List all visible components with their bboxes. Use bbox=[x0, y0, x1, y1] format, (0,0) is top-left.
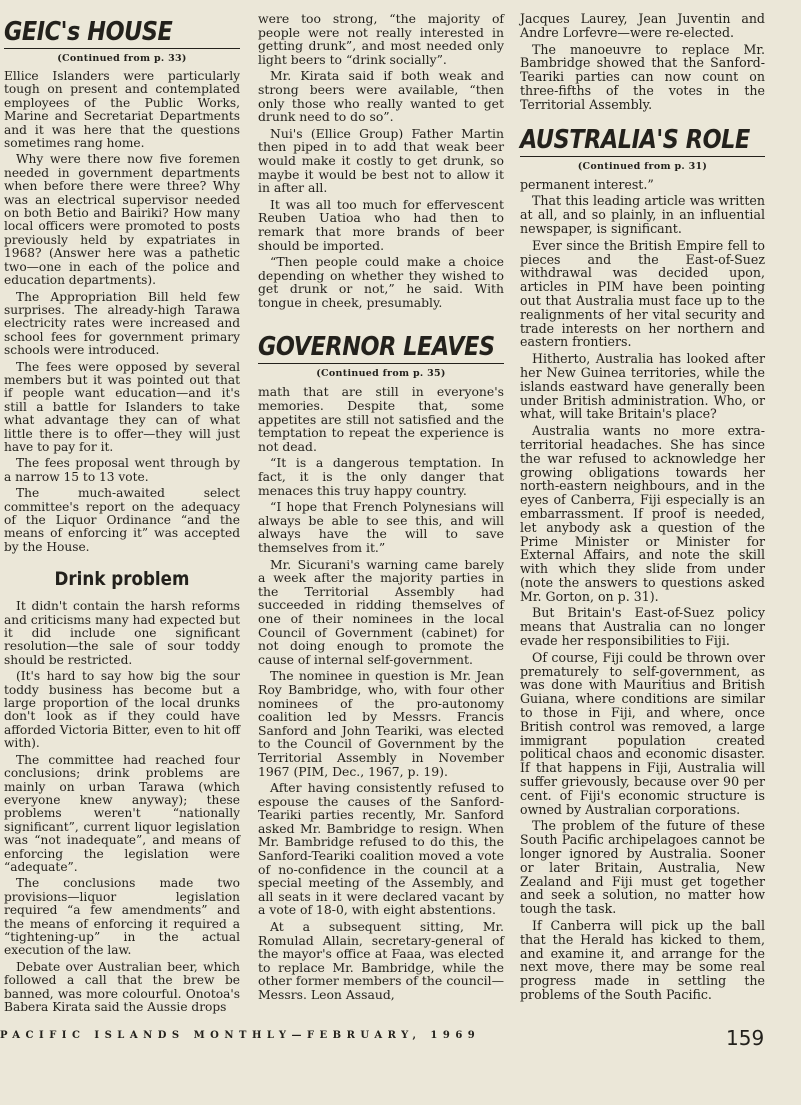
column-3 bbox=[520, 12, 765, 1005]
paragraph: Mr. Sicurani's warning came barely a week after the majority parties in the Territorial Assembly had succeeded in ridding themselves of one of their nominees in the local Council of Government (cabinet) for not doing enough to promote the cause of internal self-government. bbox=[258, 556, 504, 667]
paragraph: Hitherto, Australia has looked after her New Guinea territories, while the islands eastward have generally been under British administration. Who, or what, will take Britain's place? bbox=[520, 351, 765, 422]
paragraph: Ever since the British Empire fell to pieces and the East-of-Suez withdrawal was decided upon, articles in PIM have been pointing out that Australia must face up to the realignments of her vital security and trade interests on her northern and eastern frontiers. bbox=[520, 237, 765, 350]
paragraph: Why were there now five foremen needed in government departments when before there were three? Why was an electrical supervisor needed on both Betio and Bairiki? How many local officers were promoted to posts previously held by expatriates in 1968? (Answer here was a pathetic two—one in each of the police and education departments). bbox=[4, 152, 240, 288]
paragraph: Jacques Laurey, Jean Juventin and Andre Lorfevre—were re-elected. bbox=[520, 11, 765, 40]
column-2 bbox=[258, 12, 504, 1005]
continued-note: (Continued from p. 33) bbox=[57, 53, 187, 64]
paragraph: were too strong, “the majority of people were not really interested in getting drunk”, and most needed only light beers to “drink socially”. bbox=[258, 11, 504, 67]
paragraph: The Appropriation Bill held few surprises. The already-high Tarawa electricity rates were increased and school fees for government primary schools were introduced. bbox=[4, 289, 240, 358]
paragraph: It didn't contain the harsh reforms and criticisms many had expected but it did include one significant resolution—the sale of sour toddy should be restricted. bbox=[4, 599, 240, 667]
paragraph: Nui's (Ellice Group) Father Martin then piped in to add that weak beer would make it costly to get drunk, so maybe it would be best not to allow it in after all. bbox=[258, 125, 504, 196]
paragraph: After having consistently refused to espouse the causes of the Sanford-Teariki parties recently, Mr. Sanford asked Mr. Bambridge to resign. When Mr. Bambridge refused to do this, the Sanford-Teariki coalition moved a vote of no-confidence in the council at a special meeting of the Assembly, and all seats in it were declared vacant by a vote of 18-0, with eight abstentions. bbox=[258, 780, 504, 918]
headline-rule bbox=[4, 48, 240, 49]
paragraph: math that are still in everyone's memories. Despite that, some appetites are still not satisfied and the temptation to repeat the experience is not dead. bbox=[258, 384, 504, 454]
article-headline-geics-house: GEIC's HOUSE bbox=[4, 17, 173, 47]
paragraph: The nominee in question is Mr. Jean Roy Bambridge, who, with four other nominees of the pro-autonomy coalition led by Messrs. Francis Sanford and John Teariki, was elected to the Council of Government by the Territorial Assembly in November 1967 (PIM, Dec., 1967, p. 19). bbox=[258, 668, 504, 779]
paragraph: permanent interest.” bbox=[520, 176, 654, 192]
running-footer: PACIFIC ISLANDS MONTHLY—FEBRUARY, 1969 bbox=[0, 1030, 481, 1041]
continued-note: (Continued from p. 35) bbox=[316, 368, 446, 380]
paragraph: (It's hard to say how big the sour toddy business has become but a large proportion of the local drunks don't look as if they could have afforded Victoria Bitter, even to hit off with). bbox=[4, 669, 240, 751]
article-headline-australias-role: AUSTRALIA'S ROLE bbox=[520, 124, 750, 155]
paragraph: The problem of the future of these South Pacific archipelagoes cannot be longer ignored by Australia. Sooner or later Britain, Australia, New Zealand and Fiji must get together and seek a solution, no matter how tough the task. bbox=[520, 818, 765, 917]
column-1 bbox=[4, 12, 240, 1017]
paragraph: Ellice Islanders were particularly tough on present and contemplated employees of the Public Works, Marine and Secretariat Departments and it was here that the questions sometimes rang home. bbox=[4, 69, 240, 151]
continued-note: (Continued from p. 31) bbox=[577, 160, 708, 172]
paragraph: The conclusions made two provisions—liquor legislation required “a few amendments” and the means of enforcing it required a “tightening-up” in the actual execution of the law. bbox=[4, 876, 240, 958]
paragraph: The much-awaited select committee's report on the adequacy of the Liquor Ordinance “and the means of enforcing it” was accepted by the House. bbox=[4, 486, 240, 554]
page-number: 159 bbox=[726, 1026, 765, 1050]
paragraph: “I hope that French Polynesians will always be able to see this, and will always have the will to save themselves from it.” bbox=[258, 499, 504, 555]
paragraph: The fees proposal went through by a narrow 15 to 13 vote. bbox=[4, 456, 240, 484]
paragraph: If Canberra will pick up the ball that the Herald has kicked to them, and examine it, and arrange for the next move, there may be some real progress made in settling the problems of the South Pacific. bbox=[520, 918, 765, 1002]
paragraph: But Britain's East-of-Suez policy means that Australia can no longer evade her responsibilities to Fiji. bbox=[520, 605, 765, 649]
paragraph: Mr. Kirata said if both weak and strong beers were available, “then only those who really wanted to get drunk need to do so”. bbox=[258, 68, 504, 125]
paragraph: “Then people could make a choice depending on whether they wished to get drunk or not,” he said. With tongue in cheek, presumably. bbox=[258, 254, 504, 310]
paragraph: The fees were opposed by several members but it was pointed out that if people want education—and it's still a battle for Islanders to take what advantage they can of what little there is to offer—they will just have to pay for it. bbox=[4, 359, 240, 454]
subhead-drink-problem: Drink problem bbox=[54, 568, 190, 591]
article-headline-governor-leaves: GOVERNOR LEAVES bbox=[258, 332, 495, 363]
paragraph: Australia wants no more extra-territorial headaches. She has since the war refused to acknowledge her growing obligations towards her north-eastern neighbours, and in the eyes of Canberra, Fiji especially is an embarrassment. If proof is needed, let anybody ask a question of the Prime Minister or Minister for External Affairs, and note the skill with which they slide from under (note the answers to questions asked Mr. Gorton, on p. 31). bbox=[520, 423, 765, 604]
paragraph: Debate over Australian beer, which followed a call that the brew be banned, was more colourful. Onotoa's Babera Kirata said the Aussie drops bbox=[4, 959, 240, 1014]
paragraph: The manoeuvre to replace Mr. Bambridge showed that the Sanford-Teariki parties can now count on three-fifths of the votes in the Territorial Assembly. bbox=[520, 41, 765, 112]
paragraph: Of course, Fiji could be thrown over prematurely to self-government, as was done with Mauritius and British Guiana, where conditions are similar to those in Fiji, and where, once British control was removed, a large immigrant population created political chaos and economic disaster. If that happens in Fiji, Australia will suffer grievously, because over 90 per cent. of Fiji's economic structure is owned by Australian corporations. bbox=[520, 649, 765, 817]
paragraph: At a subsequent sitting, Mr. Romulad Allain, secretary-general of the mayor's office at Faaa, was elected to replace Mr. Bambridge, while the other former members of the council—Messrs. Leon Assaud, bbox=[258, 919, 504, 1002]
paragraph: The committee had reached four conclusions; drink problems are mainly on urban Tarawa (which everyone knew anyway); these problems weren't “nationally significant”, current liquor legislation was “not inadequate”, and means of enforcing the legislation were “adequate”. bbox=[4, 752, 240, 874]
headline-rule bbox=[258, 363, 504, 364]
paragraph: That this leading article was written at all, and so plainly, in an influential newspaper, is significant. bbox=[520, 193, 765, 236]
headline-rule bbox=[520, 156, 765, 157]
paragraph: “It is a dangerous temptation. In fact, it is the only danger that menaces this truy happy country. bbox=[258, 455, 504, 498]
paragraph: It was all too much for effervescent Reuben Uatioa who had then to remark that more brands of beer should be imported. bbox=[258, 196, 504, 253]
